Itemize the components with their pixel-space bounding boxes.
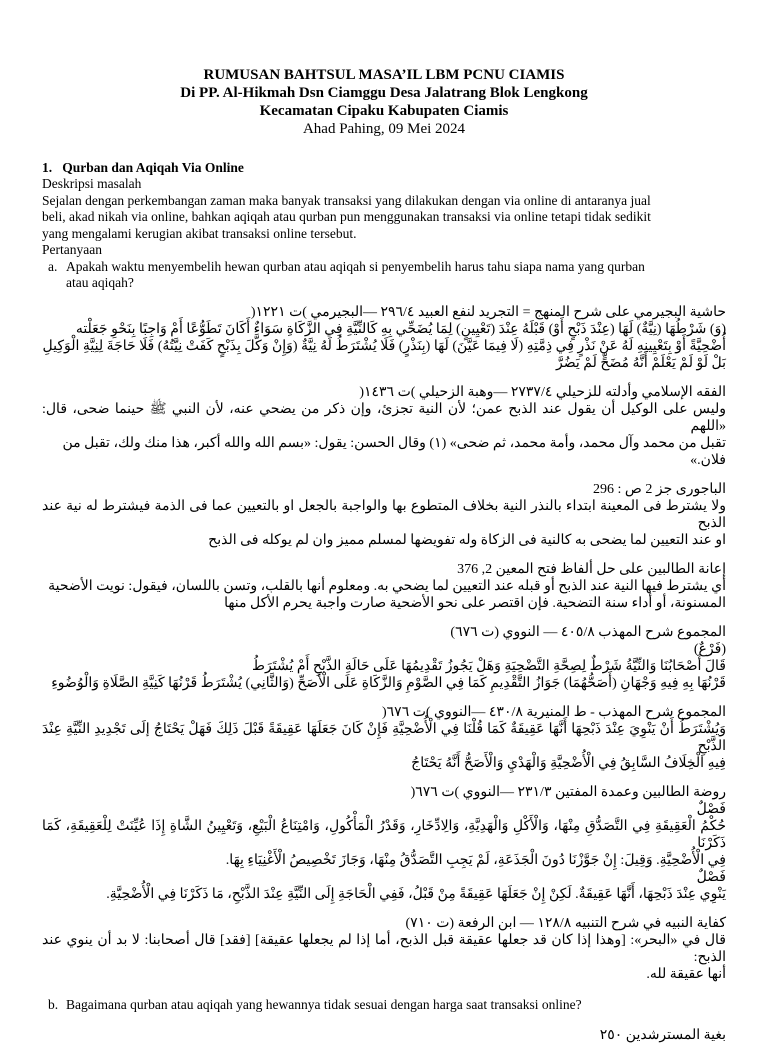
ref-3-source: الباجورى جز 2 ص : 296 xyxy=(593,481,726,497)
question-a-text xyxy=(66,259,726,292)
header-district: Kecamatan Cipaku Kabupaten Ciamis xyxy=(259,103,509,119)
header-venue: Di PP. Al-Hikmah Dsn Ciamggu Desa Jalatrang Blok Lengkong xyxy=(180,85,588,101)
ref-7-line-1: فَصْلٌ xyxy=(696,801,726,817)
ref-5-line-3: قَرْنُهَا بِهِ فِيهِ وَجْهَانِ (أَصَحُّهُمَا) جَوَازُ التَّقْدِيمِ كَمَا فِي الصَّوْمِ وَالزَّكَاةِ عَلَى الْأَصَحِّ (وَالثَّانِي) يُشْتَرَطُ قَرْنُهَا كَنِيَّةِ الصَّلَاةِ وَالْوُضُوءِ xyxy=(51,675,726,691)
ref-2-source: الفقه الإسلامي وأدلته للزحيلي ٢٧٣٧/٤ —وهبة الزحيلي )ت ١٤٣٦( xyxy=(359,384,726,400)
ref-6-line-1: وَيُشْتَرَطُ أَنْ يَنْوِيَ عِنْدَ ذَبْحِهَا أَنَّهَا عَقِيقَةٌ كَمَا قُلْنَا فِي الْأُضْحِيَّةِ فَإِنْ كَانَ جَعَلَهَا عَقِيقَةً قَبْلَ ذَلِكَ فَهَلْ يَحْتَاجُ إلَى تَجْدِيدِ النِّيَّةِ عِنْدَ الذَّبْحِ xyxy=(42,721,726,754)
footer-reference: بغية المسترشدين ٢٥٠ xyxy=(599,1028,726,1043)
description-label: Deskripsi masalah xyxy=(42,176,142,191)
question-b-label: b. xyxy=(48,996,59,1012)
ref-5-line-1: (فَرْعٌ) xyxy=(693,641,726,657)
ref-1-line-3: بَلْ لَوْ لَمْ يَعْلَمْ أَنَّهُ مُضَحٍّ لَمْ يَضُرَّ xyxy=(556,355,726,371)
ref-8-line-1: قال في «البحر»: [وهذا إذا كان قد جعلها عقيقة قبل الذبح، أما إذا لم يجعلها عقيقة] [فقد] قال أصحابنا: لا بد أن ينوي عند الذبح: xyxy=(42,932,726,965)
ref-7-line-4: فَصْلٌ xyxy=(696,869,726,885)
ref-5-line-2: قَالَ أَصْحَابُنَا وَالنِّيَّةُ شَرْطٌ لِصِحَّةِ التَّضْحِيَةِ وَهَلْ يَجُوزُ تَقْدِيمُهَا عَلَى حَالَةِ الذَّبْحِ أَمْ يُشْتَرَطُ xyxy=(252,658,726,674)
question-a xyxy=(42,259,726,292)
question-a-line-2: atau aqiqah? xyxy=(66,275,134,290)
ref-2-line-2: تقبل من محمد وآل محمد، وأمة محمد، ثم ضحى» (١) وقال الحسن: يقول: «بسم الله والله أكبر، هذا منك ولك، تقبل من فلان.» xyxy=(62,435,726,468)
ref-1-source: حاشية البجيرمي على شرح المنهج = التجريد لنفع العبيد ٢٩٦/٤ —البجيرمي )ت ١٢٢١( xyxy=(250,304,726,320)
section-1-number: 1. xyxy=(42,160,53,175)
question-b xyxy=(42,997,726,1014)
ref-8-source: كفاية النبيه في شرح التنبيه ١٢٨/٨ — ابن الرفعة (ت ٧١٠) xyxy=(405,915,726,931)
header-date: Ahad Pahing, 09 Mei 2024 xyxy=(302,121,466,137)
ref-4-line-2: المسنونة، أو أداء سنة التضحية. فإن اقتصر على نحو الأضحية صارت واجبة يحرم الأكل منها xyxy=(224,595,726,611)
ref-3-line-2: او عند التعيين لما يضحى به كالنية فى الزكاة وله تفويضها لمسلم مميز وان لم يوكله فى الذبح xyxy=(208,532,726,548)
description-line-2: beli, akad nikah via online, bahkan aqiqah atau qurban pun menggunakan transaksi via online tetapi tidak sedikit xyxy=(42,209,651,224)
section-1-heading xyxy=(42,159,726,176)
ref-7-line-5: يَنْوِي عِنْدَ ذَبْحِهَا، أَنَّهَا عَقِيقَةٌ. لَكِنْ إِنْ جَعَلَهَا عَقِيقَةً مِنْ قَبْلُ، فَفِي الْحَاجَةِ إِلَى النِّيَّةِ عِنْدَ الذَّبْحِ، مَا ذَكَرْنَا فِي الْأُضْحِيَّةِ. xyxy=(106,886,726,902)
question-b-text: Bagaimana qurban atau aqiqah yang hewannya tidak sesuai dengan harga saat transaksi online? xyxy=(66,996,582,1012)
question-label: Pertanyaan xyxy=(42,242,102,257)
ref-3-line-1: ولا يشترط فى المعينة ابتداء بالنذر النية بخلاف المتطوع بها والواجبة بالجعل او بالتعيين عما فى الذمة فيشترط له نية عند الذبح xyxy=(42,498,726,531)
ref-6-source: المجموع شرح المهذب - ط المنيرية ٤٣٠/٨ —النووي )ت ٦٧٦( xyxy=(381,704,726,720)
description-line-3: yang mengalami kerugian akibat transaksi online tersebut. xyxy=(42,225,357,241)
ref-6-line-2: فِيهِ الْخِلَافُ السَّابِقُ فِي الْأُضْحِيَّةِ وَالْهَدْيِ وَالْأَصَحُّ أَنَّهُ يَحْتَاجُ xyxy=(411,755,726,771)
section-1-title: Qurban dan Aqiqah Via Online xyxy=(62,160,244,175)
ref-5-source: المجموع شرح المهذب ٤٠٥/٨ — النووي (ت ٦٧٦) xyxy=(450,624,726,640)
document-header xyxy=(42,66,726,139)
ref-8-line-2: أنها عقيقة لله. xyxy=(646,966,726,982)
ref-2-line-1: وليس على الوكيل أن يقول عند الذبح عمن؛ لأن النية تجزئ، وإن ذكر من يضحي عنه، لأن النبي ﷺ حينما ضحى، قال: «اللهم xyxy=(42,401,726,434)
ref-7-source: روضة الطالبين وعمدة المفتين ٢٣١/٣ —النووي )ت ٦٧٦( xyxy=(410,784,726,800)
description-line-1: Sejalan dengan perkembangan zaman maka banyak transaksi yang dilakukan dengan via online di antaranya jual xyxy=(42,192,651,208)
question-a-line-1: Apakah waktu menyembelih hewan qurban atau aqiqah si penyembelih harus tahu siapa nama yang qurban xyxy=(66,258,645,274)
header-title: RUMUSAN BAHTSUL MASA’IL LBM PCNU CIAMIS xyxy=(203,67,565,83)
question-a-label: a. xyxy=(48,258,58,274)
ref-4-source: إعانة الطالبين على حل ألفاظ فتح المعين 2, 376 xyxy=(457,561,726,577)
ref-7-line-2: حُكْمُ الْعَقِيقَةِ فِي التَّصَدُّقِ مِنْهَا، وَالْأَكْلِ وَالْهَدِيَّةِ، وَالِادِّخَارِ، وَقَدْرُ الْمَأْكُولِ، وَامْتِنَاعُ الْبَيْعِ، وَتَعْيِينُ الشَّاةِ إِذَا عُيِّنَتْ لِلْعَقِيقَةِ، كَمَا ذَكَرْنَا xyxy=(42,818,726,851)
ref-1-line-1: (وَ) شَرْطُهَا (نِيَّةٌ) لَهَا (عِنْدَ ذَبْحٍ أَوْ) قَبْلَهُ عِنْدَ (تَعْيِينٍ) لِمَا يُضَحِّي بِهِ كَالنِّيَّةِ فِي الزَّكَاةِ سَوَاءٌ أَكَانَ تَطَوُّعًا أَمْ وَاجِبًا بِنَحْوِ جَعَلْته xyxy=(75,321,726,337)
ref-1-line-2: أُضْحِيَّةً أَوْ بِتَعْيِينِهِ لَهُ عَنْ نَذْرٍ فِي ذِمَّتِهِ (لَا فِيمَا عَيَّنَ) لَهَا (بِنَذْرٍ) فَلَا يُشْتَرَطُ لَهُ نِيَّةٌ (وَإِنْ وَكَّلَ بِذَبْحٍ كَفَتْ نِيَّتُهُ) فَلَا حَاجَةَ لِنِيَّةِ الْوَكِيلِ xyxy=(42,338,726,354)
ref-7-line-3: فِي الْأُضْحِيَّةِ. وَقِيلَ: إِنْ جَوَّزْنَا دُونَ الْجَذَعَةِ، لَمْ يَجِبِ التَّصَدُّقُ مِنْهَا، وَجَازَ تَخْصِيصُ الْأَغْنِيَاءِ بِهَا. xyxy=(225,852,726,868)
ref-4-line-1: أي يشترط فيها النية عند الذبح أو قبله عند التعيين لما يضحي به. ومعلوم أنها بالقلب، وتسن باللسان، فيقول: نويت الأضحية xyxy=(48,578,726,594)
